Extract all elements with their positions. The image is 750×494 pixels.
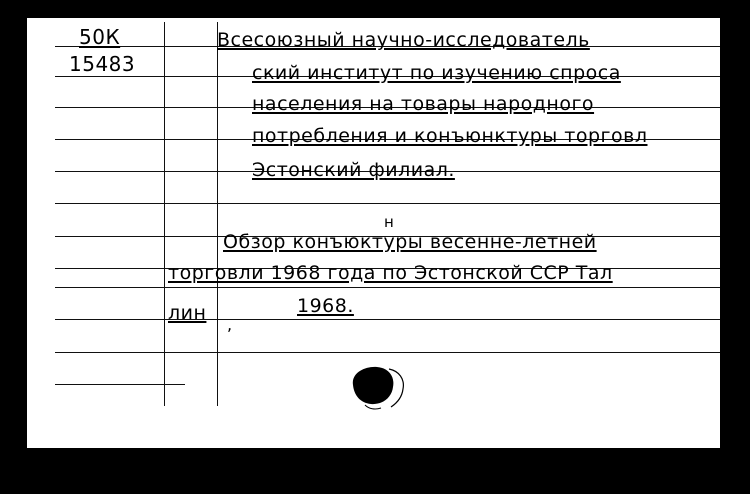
margin-line-left xyxy=(164,22,165,406)
ink-stain xyxy=(345,363,409,413)
separator-mark: , xyxy=(227,315,233,334)
title-line-2: торговли 1968 года по Эстонской ССР Тал xyxy=(168,262,613,284)
author-line-5: Эстонский филиал. xyxy=(252,159,455,181)
title-correction: н xyxy=(384,213,395,231)
year: 1968. xyxy=(297,295,354,317)
title-line-1: Обзор конъюктуры весенне-летней xyxy=(223,231,597,253)
place: лин xyxy=(168,302,207,324)
card-number: 15483 xyxy=(69,52,136,76)
author-line-3: населения на товары народного xyxy=(252,93,595,115)
author-line-1: Всесоюзный научно-исследователь xyxy=(217,29,590,51)
card-code: 50К xyxy=(79,25,121,49)
author-line-2: ский институт по изучению спроса xyxy=(252,62,621,84)
margin-line-right xyxy=(217,22,218,406)
catalog-card xyxy=(27,18,720,448)
author-line-4: потребления и конъюнктуры торговл xyxy=(252,125,648,147)
